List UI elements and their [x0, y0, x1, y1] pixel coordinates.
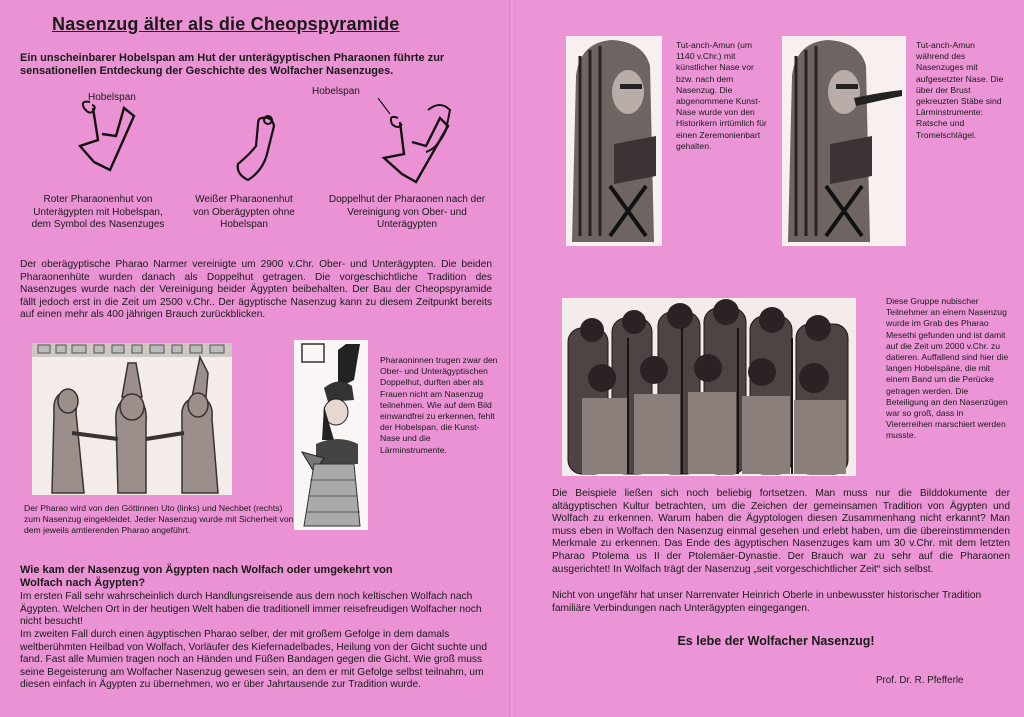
paragraph-narmer: Der oberägyptische Pharao Narmer vereinigte um 2900 v.Chr. Ober- und Unterägypten. Die beiden Pharaonenhüte wurden danach als Doppelhut getragen. Die vorgeschichtliche Tradition des Nasenzuges wurde nach der Vereinigung beider Ägypten beibehalten. Der Bau der Cheopspyramide fällt jedoch erst in die Zeit um 2500 v.Chr.. Der ägyptische Nasenzug kann zu diesem Zeitpunkt bereits auf einen mehr als 400 jährigen Brauch zurückblicken. — [20, 259, 492, 321]
paragraph-examples: Die Beispiele ließen sich noch beliebig fortsetzen. Man muss nur die Bilddokumente der altägyptischen Kultur betrachten, um die Zeichen der gemeinsamen Tradition von Ägypten und Wolfach zu erkennen. Warum haben die Ägyptologen diesen Zusammenhang nicht erkannt? Man muss eben in Wolfach den Nasenzug einmal gesehen und erlebt haben, um die übereinstimmenden Merkmale zu erkennen. Das Ende des ägyptischen Nasenzuges kam um 30 v.Chr. mit dem letzten Pharao Ptolema us II der Ptolemäer-Dynastie. Der Brauch war zu sehr auf die Pharaonen ausgerichtet! In Wolfach trägt der Nasenzug „seit vorgeschichtlicher Zeit“ sich selbst. — [552, 488, 1010, 575]
double-crown-drawing — [370, 96, 470, 191]
tutankhamun-image-2 — [782, 36, 906, 246]
red-crown-drawing — [60, 96, 150, 186]
queen-image — [294, 340, 368, 530]
hobelspan-label-2: Hobelspan — [312, 86, 360, 97]
left-page — [0, 0, 510, 717]
white-crown-drawing — [228, 110, 288, 190]
author-signature: Prof. Dr. R. Pfefferle — [876, 675, 964, 686]
caption-white-crown: Weißer Pharaonenhut von Oberägypten ohne Hobelspan — [193, 194, 295, 230]
tutankhamun-image-1 — [566, 36, 662, 246]
paragraph-oberle: Nicht von ungefähr hat unser Narrenvater Heinrich Oberle in unbewusster historischer Tradition familiäre Verbindungen nach Unterägypten eingegangen. — [552, 590, 982, 614]
closing-slogan: Es lebe der Wolfacher Nasenzug! — [677, 634, 875, 648]
nubian-soldiers-image — [562, 298, 856, 476]
relief-image — [32, 343, 232, 495]
tutankhamun-text-1: Tut-anch-Amun (um 1140 v.Chr.) mit künstlicher Nase vor bzw. nach dem Nasenzug. Die abgenommene Kunst-Nase wurde von den Historikern irrtümlich für einen Zeremonienbart gehalten. — [676, 40, 767, 151]
hobelspan-label-1: Hobelspan — [88, 92, 136, 103]
caption-red-crown: Roter Pharaonenhut von Unterägypten mit Hobelspan, dem Symbol des Nasenzuges — [31, 194, 165, 230]
queen-text: Pharaoninnen trugen zwar den Ober- und Unterägyptischen Doppelhut, durften aber als Frauen nicht am Nasenzug teilnehmen. Wie auf dem Bild einwandfrei zu erkennen, fehlt der Hobelspan, die Kunst-Nase und die Lärminstrumente. — [380, 355, 498, 455]
paragraph-first-case: Im ersten Fall sehr wahrscheinlich durch Handlungsreisende aus dem noch keltischen Wolfach nach Ägypten. Welchen Ort in der heutigen Welt haben die traditionell immer reisefreudigen Wolfacher noch nicht besucht! — [20, 591, 482, 628]
caption-double-crown: Doppelhut der Pharaonen nach der Vereinigung von Ober- und Unterägypten — [328, 194, 486, 230]
page-title: Nasenzug älter als die Cheopspyramide — [52, 14, 400, 34]
right-page — [514, 0, 1024, 717]
lead-paragraph: Ein unscheinbarer Hobelspan am Hut der unterägyptischen Pharaonen führte zur sensationellen Entdeckung der Geschichte des Wolfacher Nasenzuges. — [20, 52, 445, 77]
tutankhamun-text-2: Tut-anch-Amun während des Nasenzuges mit aufgesetzter Nase. Die über der Brust gekreuzten Stäbe sind Lärminstrumente: Ratsche und Tromelschlägel. — [916, 40, 1004, 140]
question-heading: Wie kam der Nasenzug von Ägypten nach Wolfach oder umgekehrt von Wolfach nach Ägypten? — [20, 564, 393, 589]
nubian-text: Diese Gruppe nubischer Teilnehmer an einem Nasenzug wurde im Grab des Pharao Mesethi gefunden und ist damit auf die Zeit um 2000 v.Chr. zu datieren. Auffallend sind hier die langen Hobelspäne, die mit einem Band um die Perücke getragen werden. Die Beteiligung an den Nasenzügen war so groß, dass in Viererreihen marschiert werden musste. — [886, 296, 1009, 441]
paragraph-second-case: Im zweiten Fall durch einen ägyptischen Pharao selber, der mit großem Gefolge in dem damals weltberühmten Heilbad von Wolfach, Vorläufer des Kiefernadelbades, Heilung von der Gicht suchte und fand. Fast alle Mumien tragen noch an Händen und Füßen Bandagen gegen die Gicht. Wie groß muss seine Begeisterung am Wolfacher Nasenzug gewesen sein, an dem er mit Gefolge selbst teilnahm, um diesen einfach in Ägypten zu übernehmen, wo er über Jahrtausende zur Tradition wurde. — [20, 629, 488, 691]
relief-caption: Der Pharao wird von den Göttinnen Uto (links) und Nechbet (rechts) zum Nasenzug eingekleidet. Jeder Nasenzug wurde mit Sicherheit von dem jeweils amtierenden Pharao angeführt. — [24, 503, 294, 536]
